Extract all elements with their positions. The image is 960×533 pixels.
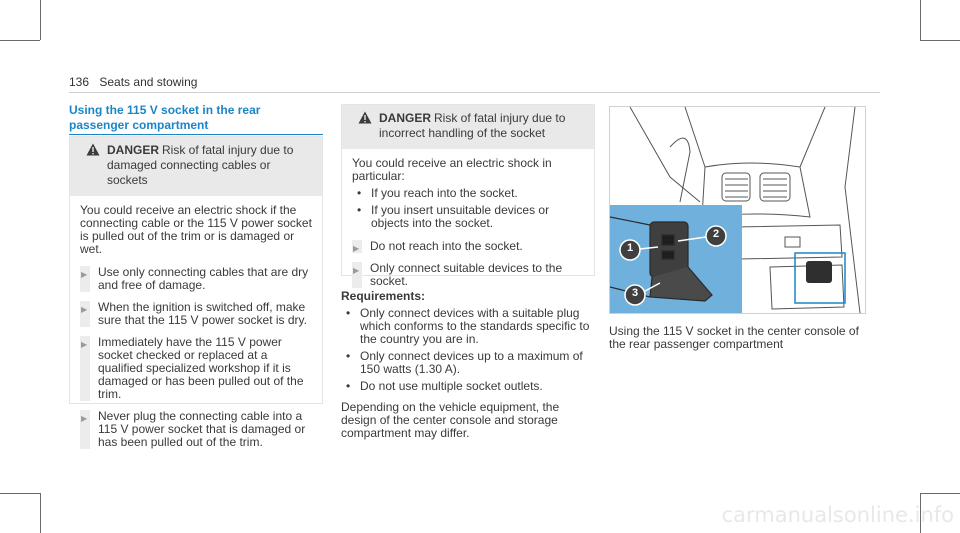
requirements-note: Depending on the vehicle equipment, the design of the center console and storage compartment may differ. — [341, 400, 560, 440]
page-number: 136 — [69, 75, 90, 89]
danger-text: Risk of fatal injury due to damaged connecting cables or sockets — [107, 143, 294, 187]
callout-2-label: 2 — [712, 228, 720, 240]
bullet-text: Only connect devices with a suitable plug which conforms to the standards specific to the country you are in. — [360, 306, 590, 346]
danger-label: DANGER — [107, 143, 160, 157]
step-text: Use only connecting cables that are dry and free of damage. — [98, 265, 309, 292]
danger-header — [342, 105, 594, 149]
danger-label: DANGER — [379, 111, 432, 125]
socket-illustration — [609, 106, 866, 314]
step-text: Never plug the connecting cable into a 115 V power socket that is damaged or has been pulled out of the trim. — [98, 409, 306, 449]
step-text: When the ignition is switched off, make sure that the 115 V power socket is dry. — [98, 300, 307, 327]
bullet-text: Only connect devices up to a maximum of 150 watts (1.30 A). — [360, 349, 583, 376]
bullet-text: Do not use multiple socket outlets. — [360, 379, 543, 393]
crop-mark — [920, 493, 960, 494]
instruction-step — [352, 262, 584, 288]
instruction-step — [80, 301, 312, 327]
step-text: Only connect suitable devices to the socket. — [370, 261, 563, 288]
callout-1-label: 1 — [626, 242, 634, 254]
step-text: Do not reach into the socket. — [370, 239, 523, 253]
crop-mark — [920, 0, 921, 40]
title-divider — [69, 134, 323, 135]
figure-caption: Using the 115 V socket in the center console of the rear passenger compartment — [609, 324, 859, 351]
instruction-step — [80, 336, 312, 401]
requirements-title: Requirements: — [341, 289, 426, 303]
arrow-right-icon: ▶ — [353, 244, 360, 253]
arrow-right-icon: ▶ — [81, 340, 88, 349]
list-item: • If you insert unsuitable devices or objects into the socket. — [352, 204, 584, 230]
instruction-step — [80, 266, 312, 292]
header-divider — [69, 92, 880, 93]
crop-mark — [0, 493, 40, 494]
list-item: • Do not use multiple socket outlets. — [341, 380, 597, 393]
arrow-right-icon: ▶ — [81, 305, 88, 314]
danger-text: Risk of fatal injury due to incorrect handling of the socket — [379, 111, 566, 140]
crop-mark — [0, 40, 40, 41]
danger-panel-cables — [69, 136, 323, 449]
bullet-text: If you reach into the socket. — [371, 186, 518, 200]
list-item: • If you reach into the socket. — [352, 187, 584, 200]
instruction-step — [80, 410, 312, 449]
danger-body: You could receive an electric shock in particular: — [352, 156, 552, 183]
danger-header — [70, 137, 322, 196]
arrow-right-icon: ▶ — [81, 414, 88, 423]
requirements-section — [341, 290, 597, 440]
crop-mark — [920, 40, 960, 41]
warning-icon — [86, 143, 100, 156]
warning-icon — [358, 111, 372, 124]
arrow-right-icon: ▶ — [353, 266, 360, 275]
bullet-text: If you insert unsuitable devices or objects into the socket. — [371, 203, 550, 230]
danger-panel-socket — [341, 104, 595, 288]
watermark: carmanualsonline.info — [721, 503, 954, 527]
danger-body: You could receive an electric shock if the connecting cable or the 115 V power socket is pulled out of the trim or is damaged or wet. — [80, 203, 312, 256]
step-text: Immediately have the 115 V power socket checked or replaced at a qualified specialized workshop if it is damaged or has been pulled out of the trim. — [98, 335, 304, 401]
callout-3-label: 3 — [631, 287, 639, 299]
list-item: • Only connect devices with a suitable plug which conforms to the standards specific to the country you are in. — [341, 307, 597, 346]
section-title: Using the 115 V socket in the rear passenger compartment — [69, 103, 261, 132]
section-name: Seats and stowing — [99, 75, 198, 89]
crop-mark — [40, 0, 41, 40]
page-header — [69, 75, 197, 89]
list-item: • Only connect devices up to a maximum of 150 watts (1.30 A). — [341, 350, 597, 376]
instruction-step — [352, 240, 584, 253]
crop-mark — [40, 493, 41, 533]
arrow-right-icon: ▶ — [81, 270, 88, 279]
console-drawing — [610, 107, 865, 313]
